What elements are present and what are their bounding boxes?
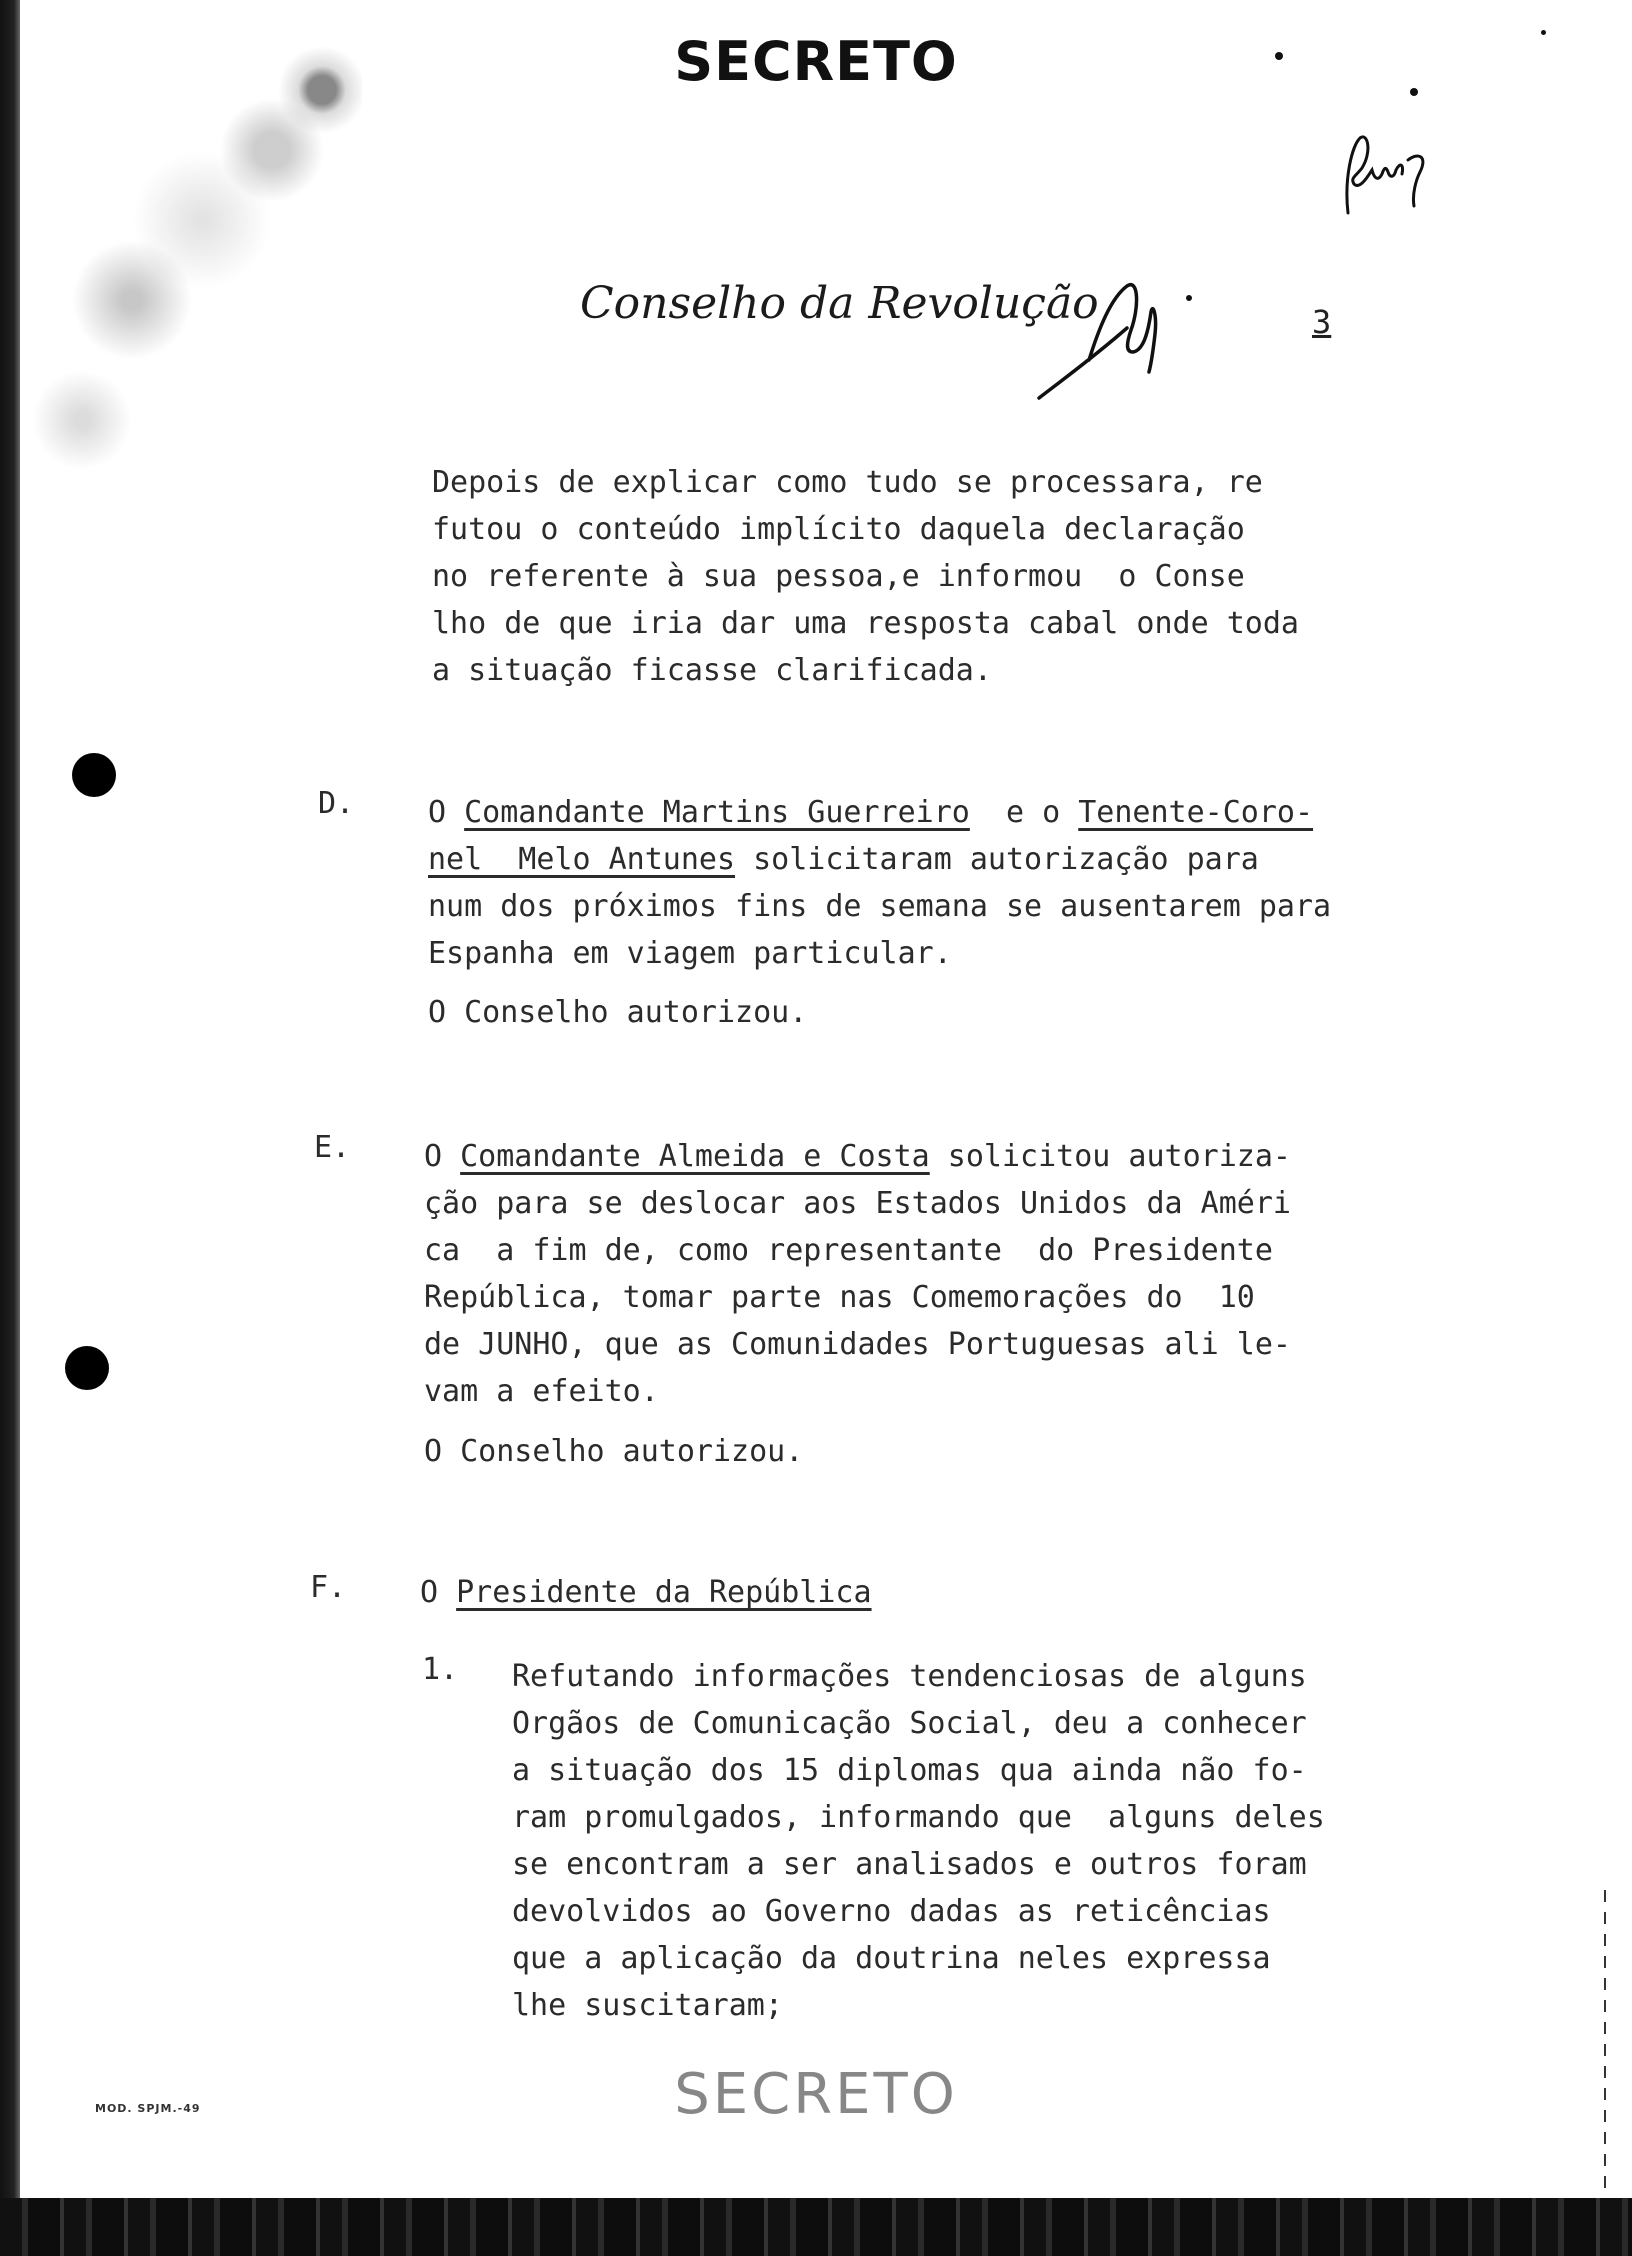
form-code: MOD. SPJM.-49 bbox=[95, 2102, 201, 2115]
section-e-line: ção para se deslocar aos Estados Unidos da Améri bbox=[424, 1186, 1291, 1221]
page-number: 3 bbox=[1312, 303, 1332, 341]
intro-line: lho de que iria dar uma resposta cabal onde toda bbox=[432, 606, 1299, 641]
item-line: ram promulgados, informando que alguns deles bbox=[512, 1800, 1325, 1835]
section-d-line: Espanha em viagem particular. bbox=[428, 936, 952, 971]
section-d-line: num dos próximos fins de semana se ausentarem para bbox=[428, 889, 1332, 924]
section-label-d: D. bbox=[318, 786, 355, 821]
item-line: lhe suscitaram; bbox=[512, 1988, 783, 2023]
handwritten-signature bbox=[1035, 268, 1205, 408]
punch-hole-bottom bbox=[65, 1346, 109, 1390]
underlined-name: nel Melo Antunes bbox=[428, 842, 736, 877]
item-line: se encontram a ser analisados e outros foram bbox=[512, 1847, 1307, 1882]
underlined-name: Comandante Martins Guerreiro bbox=[464, 795, 970, 830]
section-label-f: F. bbox=[310, 1570, 347, 1605]
intro-line: no referente à sua pessoa,e informou o Conse bbox=[432, 559, 1245, 594]
section-label-e: E. bbox=[314, 1130, 351, 1165]
scan-edge-right bbox=[1604, 1890, 1606, 2190]
item-line: a situação dos 15 diplomas qua ainda não fo- bbox=[512, 1753, 1307, 1788]
item-number: 1. bbox=[422, 1652, 459, 1687]
item-line: Orgãos de Comunicação Social, deu a conhecer bbox=[512, 1706, 1307, 1741]
intro-line: Depois de explicar como tudo se processara, re bbox=[432, 465, 1263, 500]
section-e-decision: O Conselho autorizou. bbox=[424, 1434, 804, 1469]
section-e-line: República, tomar parte nas Comemorações do 10 bbox=[424, 1280, 1255, 1315]
section-e-line: de JUNHO, que as Comunidades Portuguesas ali le- bbox=[424, 1327, 1291, 1362]
section-d-line: nel Melo Antunes solicitaram autorização para bbox=[428, 842, 1259, 877]
classification-stamp-bottom: SECRETO bbox=[674, 2062, 958, 2127]
scan-edge-left bbox=[0, 0, 20, 2256]
punch-hole-top bbox=[72, 753, 116, 797]
item-line: que a aplicação da doutrina neles expressa bbox=[512, 1941, 1271, 1976]
intro-line: futou o conteúdo implícito daquela declaração bbox=[432, 512, 1245, 547]
section-e-line: O Comandante Almeida e Costa solicitou autoriza- bbox=[424, 1139, 1291, 1174]
section-f-heading: O Presidente da República bbox=[420, 1575, 872, 1610]
intro-line: a situação ficasse clarificada. bbox=[432, 653, 992, 688]
classification-stamp-top: SECRETO bbox=[674, 30, 958, 93]
section-e-line: vam a efeito. bbox=[424, 1374, 659, 1409]
section-d-decision: O Conselho autorizou. bbox=[428, 995, 808, 1030]
handwritten-initials bbox=[1338, 118, 1438, 228]
letterhead-title: Conselho da Revolução bbox=[580, 278, 1099, 329]
section-d-line: O Comandante Martins Guerreiro e o Tenente-Coro- bbox=[428, 795, 1314, 830]
section-e-line: ca a fim de, como representante do Presidente bbox=[424, 1233, 1273, 1268]
item-line: Refutando informações tendenciosas de alguns bbox=[512, 1659, 1307, 1694]
scan-edge-bottom bbox=[0, 2198, 1632, 2256]
underlined-name: Tenente-Coro- bbox=[1078, 795, 1314, 830]
item-line: devolvidos ao Governo dadas as reticências bbox=[512, 1894, 1271, 1929]
underlined-name: Comandante Almeida e Costa bbox=[460, 1139, 930, 1174]
underlined-name: Presidente da República bbox=[456, 1575, 872, 1610]
